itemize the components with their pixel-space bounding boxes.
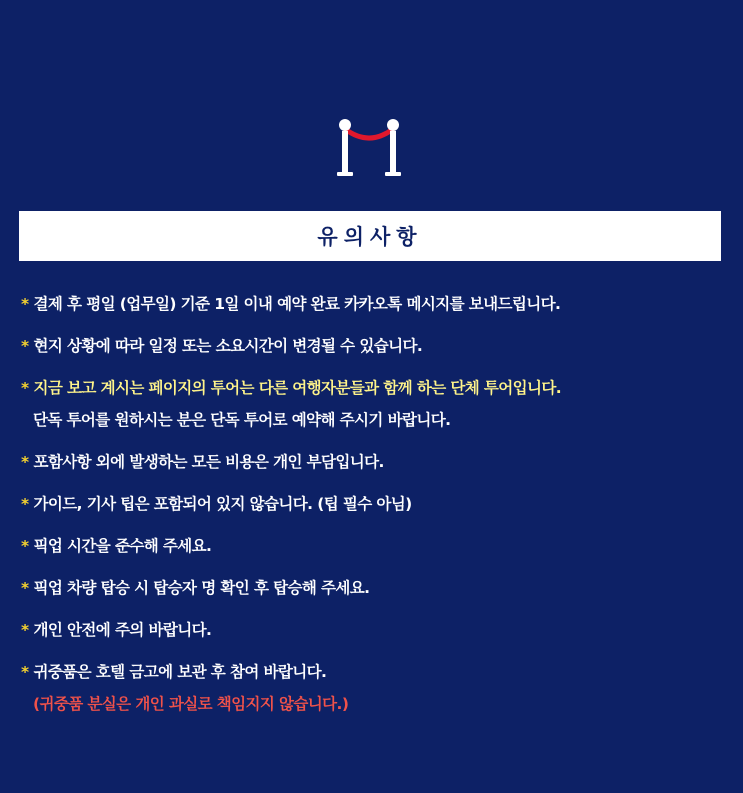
page-title: 유의사항 <box>317 225 423 249</box>
bullet-star: * <box>21 379 29 397</box>
notice-warning-text: (귀중품 분실은 개인 과실로 책임지지 않습니다.) <box>33 695 349 713</box>
notice-item <box>21 378 731 430</box>
notice-text: 단독 투어를 원하시는 분은 단독 투어로 예약해 주시기 바랍니다. <box>33 411 451 429</box>
notice-item <box>21 536 731 556</box>
bullet-star: * <box>21 663 29 681</box>
bullet-star: * <box>21 295 29 313</box>
bullet-star: * <box>21 337 29 355</box>
notice-text: 가이드, 기사 팁은 포함되어 있지 않습니다. (팁 필수 아님) <box>33 495 412 513</box>
notice-text: 개인 안전에 주의 바랍니다. <box>33 621 212 639</box>
notice-item <box>21 336 731 356</box>
bullet-star: * <box>21 495 29 513</box>
notice-item <box>21 578 731 598</box>
notice-text: 결제 후 평일 (업무일) 기준 1일 이내 예약 완료 카카오톡 메시지를 보내드립니다. <box>33 295 561 313</box>
bullet-star: * <box>21 453 29 471</box>
notice-item <box>21 494 731 514</box>
notice-text: 픽업 차량 탑승 시 탑승자 명 확인 후 탑승해 주세요. <box>33 579 370 597</box>
notice-text: 포함사항 외에 발생하는 모든 비용은 개인 부담입니다. <box>33 453 384 471</box>
bullet-star: * <box>21 537 29 555</box>
notice-text: 픽업 시간을 준수해 주세요. <box>33 537 212 555</box>
notice-item <box>21 294 731 314</box>
notice-title-bar <box>19 211 721 261</box>
notice-text: 현지 상황에 따라 일정 또는 소요시간이 변경될 수 있습니다. <box>33 337 423 355</box>
notice-item <box>21 662 731 714</box>
stanchion-rope-icon <box>334 116 404 180</box>
notice-text-highlight: 지금 보고 계시는 페이지의 투어는 다른 여행자분들과 함께 하는 단체 투어입니다. <box>33 379 562 397</box>
bullet-star: * <box>21 621 29 639</box>
notice-item <box>21 452 731 472</box>
notice-list <box>21 294 731 736</box>
bullet-star: * <box>21 579 29 597</box>
notice-item <box>21 620 731 640</box>
notice-text: 귀중품은 호텔 금고에 보관 후 참여 바랍니다. <box>33 663 327 681</box>
